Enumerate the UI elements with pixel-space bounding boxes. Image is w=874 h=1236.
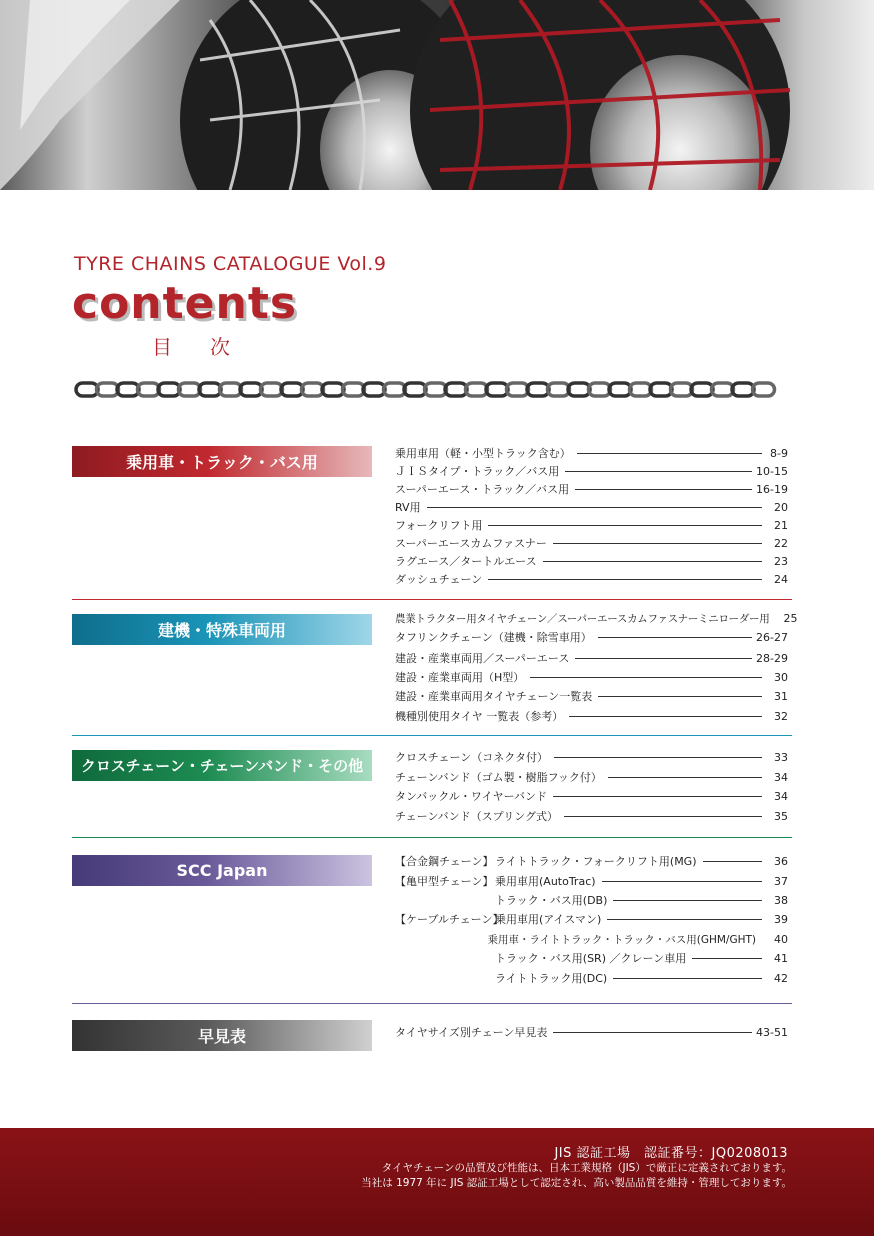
section-badge-cross-chain: クロスチェーン・チェーンバンド・その他 — [72, 750, 372, 781]
toc-label: フォークリフト用 — [395, 519, 483, 532]
chain-link — [117, 383, 139, 396]
toc-entry[interactable] — [395, 950, 788, 966]
toc-page: 22 — [774, 536, 788, 550]
toc-label: 農業トラクター用タイヤチェーン／スーパーエースカムファスナーミニローダー用 — [395, 612, 770, 625]
toc-page: 39 — [774, 912, 788, 926]
toc-entry[interactable] — [395, 499, 788, 515]
separator-line — [72, 735, 792, 736]
toc-page: 33 — [774, 750, 788, 764]
toc-page: 38 — [774, 893, 788, 907]
toc-page: 34 — [774, 789, 788, 803]
toc-entry[interactable] — [395, 571, 788, 587]
chain-link — [220, 383, 242, 396]
chain-link — [404, 383, 426, 396]
toc-page: 28-29 — [756, 651, 788, 665]
toc-page: 37 — [774, 874, 788, 888]
toc-label: 乗用車用（軽・小型トラック含む） — [395, 447, 571, 460]
toc-page: 26-27 — [756, 630, 788, 644]
toc-label: ライトトラック・フォークリフト用(MG) — [495, 855, 697, 868]
toc-label: チェーンバンド（ゴム製・樹脂フック付） — [395, 771, 602, 784]
chain-link — [732, 383, 754, 396]
toc-label: ライトトラック用(DC) — [495, 972, 608, 985]
separator-line — [72, 599, 792, 600]
toc-page: 41 — [774, 951, 788, 965]
toc-page: 21 — [774, 518, 788, 532]
tyre-chains-illustration — [0, 0, 874, 190]
chain-link — [199, 383, 221, 396]
chain-link — [691, 383, 713, 396]
toc-page: 8-9 — [770, 446, 788, 460]
toc-page: 40 — [774, 932, 788, 946]
toc-page: 42 — [774, 971, 788, 985]
toc-category: 【合金鋼チェーン】 — [395, 855, 494, 868]
toc-page: 31 — [774, 689, 788, 703]
toc-label: 建設・産業車両用／スーパーエース — [395, 652, 570, 665]
chain-link — [97, 383, 119, 396]
catalogue-title: TYRE CHAINS CATALOGUE Vol.9 — [74, 253, 387, 275]
hero-photo — [0, 0, 874, 190]
chain-link — [343, 383, 365, 396]
chain-link — [568, 383, 590, 396]
toc-label: クロスチェーン（コネクタ付） — [395, 751, 549, 764]
contents-heading: contents — [72, 278, 298, 329]
toc-label: ラグエース／タートルエース — [395, 555, 537, 568]
toc-page: 20 — [774, 500, 788, 514]
chain-link — [138, 383, 160, 396]
separator-line — [72, 1003, 792, 1004]
toc-page: 35 — [774, 809, 788, 823]
toc-entry[interactable] — [395, 970, 788, 986]
toc-page: 34 — [774, 770, 788, 784]
toc-entry[interactable] — [395, 463, 788, 479]
chain-link — [630, 383, 652, 396]
chain-link — [589, 383, 611, 396]
section-badge-scc-japan: SCC Japan — [72, 855, 372, 886]
toc-label: 機種別使用タイヤ 一覧表（参考） — [395, 710, 564, 723]
toc-page: 30 — [774, 670, 788, 684]
chain-link — [650, 383, 672, 396]
section-badge-passenger: 乗用車・トラック・バス用 — [72, 446, 372, 477]
toc-label: ダッシュチェーン — [395, 573, 483, 586]
toc-label: タイヤサイズ別チェーン早見表 — [395, 1026, 548, 1039]
separator-line — [72, 837, 792, 838]
toc-label: 建設・産業車両用（H型） — [395, 671, 525, 684]
toc-entry[interactable] — [395, 808, 788, 824]
toc-entry[interactable] — [395, 688, 788, 704]
chain-link — [466, 383, 488, 396]
chain-link — [158, 383, 180, 396]
chain-link — [281, 383, 303, 396]
toc-entry[interactable] — [395, 1024, 788, 1040]
toc-label: 乗用車・ライトトラック・トラック・バス用(GHM/GHT) — [487, 933, 756, 946]
toc-entry[interactable] — [395, 553, 788, 569]
chain-link — [445, 383, 467, 396]
toc-page: 16-19 — [756, 482, 788, 496]
chain-divider — [74, 378, 786, 402]
toc-entry[interactable] — [395, 517, 788, 533]
chain-link — [609, 383, 631, 396]
toc-entry[interactable] — [395, 708, 788, 724]
toc-page: 32 — [774, 709, 788, 723]
toc-entry[interactable] — [395, 669, 788, 685]
toc-category: 【亀甲型チェーン】 — [395, 875, 494, 888]
chain-link — [240, 383, 262, 396]
toc-label: ＪＩＳタイプ・トラック／バス用 — [395, 465, 560, 478]
chain-link — [384, 383, 406, 396]
toc-entry[interactable] — [395, 650, 788, 666]
toc-label: RV用 — [395, 501, 421, 514]
chain-link — [712, 383, 734, 396]
section-badge-quick-reference: 早見表 — [72, 1020, 372, 1051]
chain-link — [363, 383, 385, 396]
chain-link — [76, 383, 98, 396]
toc-page: 24 — [774, 572, 788, 586]
toc-entry[interactable] — [395, 788, 788, 804]
footer-note-1: タイヤチェーンの品質及び性能は、日本工業規格（JIS）で厳正に定義されております。 — [381, 1162, 792, 1174]
chain-link — [425, 383, 447, 396]
footer-note-2: 当社は 1977 年に JIS 認証工場として認定され、高い製品品質を維持・管理しております。 — [361, 1177, 792, 1189]
toc-page: 23 — [774, 554, 788, 568]
toc-label: トラック・バス用(DB) — [495, 894, 608, 907]
mokuji-heading: 目次 — [152, 335, 268, 359]
toc-label: 乗用車用(アイスマン) — [495, 913, 602, 926]
toc-label: スーパーエースカムファスナー — [395, 537, 547, 550]
toc-label: トラック・バス用(SR) ／クレーン車用 — [495, 952, 687, 965]
footer-banner — [0, 1128, 874, 1236]
chain-link — [302, 383, 324, 396]
jis-certification: JIS 認証工場 認証番号：JQ0208013 — [554, 1146, 788, 1161]
toc-entry[interactable] — [395, 911, 788, 927]
toc-entry[interactable] — [395, 445, 788, 461]
toc-label: タンバックル・ワイヤーバンド — [395, 790, 548, 803]
toc-entry[interactable] — [395, 931, 788, 947]
toc-page: 10-15 — [756, 464, 788, 478]
chain-link — [179, 383, 201, 396]
toc-entry[interactable] — [395, 535, 788, 551]
chain-link — [507, 383, 529, 396]
toc-category: 【ケーブルチェーン】 — [395, 913, 504, 926]
toc-page: 43-51 — [756, 1025, 788, 1039]
toc-label: スーパーエース・トラック／バス用 — [395, 483, 570, 496]
toc-page: 25 — [783, 611, 798, 625]
toc-label: タフリンクチェーン（建機・除雪車用） — [395, 631, 592, 644]
toc-label: 乗用車用(AutoTrac) — [495, 875, 596, 888]
toc-entry[interactable] — [395, 629, 788, 645]
toc-label: チェーンバンド（スプリング式） — [395, 810, 559, 823]
toc-entry[interactable] — [395, 610, 798, 626]
toc-entry[interactable] — [395, 873, 788, 889]
toc-entry[interactable] — [395, 853, 788, 869]
toc-entry[interactable] — [395, 749, 788, 765]
toc-entry[interactable] — [395, 481, 788, 497]
toc-entry[interactable] — [395, 769, 788, 785]
chain-link — [322, 383, 344, 396]
chain-link — [486, 383, 508, 396]
chain-link — [671, 383, 693, 396]
toc-entry[interactable] — [395, 892, 788, 908]
toc-label: 建設・産業車両用タイヤチェーン一覧表 — [395, 690, 593, 703]
chain-link — [527, 383, 549, 396]
chain-link — [753, 383, 775, 396]
section-badge-construction: 建機・特殊車両用 — [72, 614, 372, 645]
toc-page: 36 — [774, 854, 788, 868]
chain-link — [548, 383, 570, 396]
chain-link — [261, 383, 283, 396]
